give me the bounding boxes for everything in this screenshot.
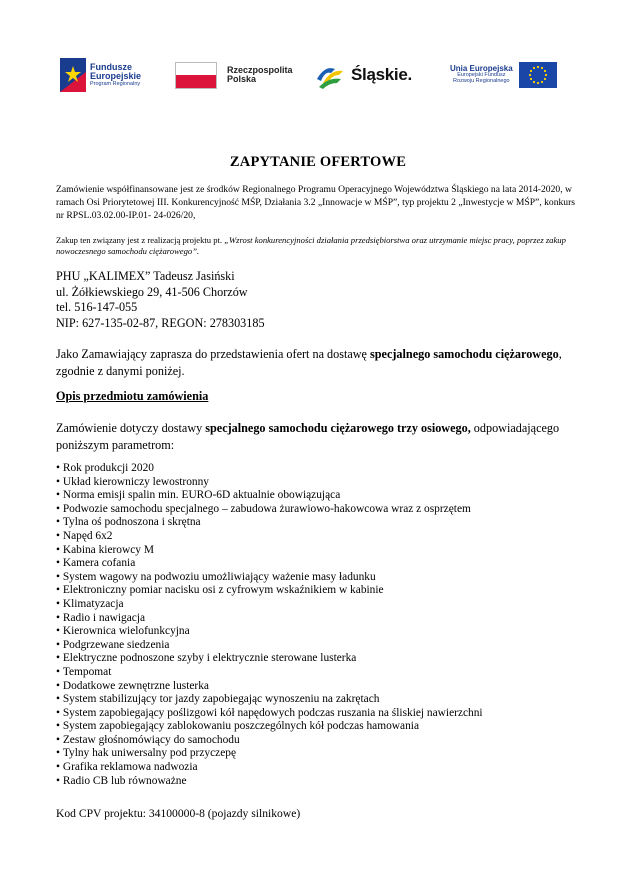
slaskie-name: Śląskie. xyxy=(351,65,412,84)
list-item: • Kierownica wielofunkcyjna xyxy=(56,625,483,639)
project-title: „Wzrost konkurencyjności działania przedsiębiorstwa oraz utrzymanie miejsc pracy, poprzez zakup nowoczesnego samochodu ciężarowego”. xyxy=(56,235,566,256)
list-item: • System zapobiegający poślizgowi kół napędowych podczas ruszania na śliskiej nawierzchni xyxy=(56,707,483,721)
list-item: • Podwozie samochodu specjalnego – zabudowa żurawiowo-hakowcowa wraz z osprzętem xyxy=(56,503,483,517)
slaskie-logo xyxy=(315,52,412,98)
fe-line3: Program Regionalny xyxy=(90,80,141,87)
rzeczpospolita-polska-logo xyxy=(175,52,293,98)
parameters-list xyxy=(56,462,483,788)
list-item: • Klimatyzacja xyxy=(56,598,483,612)
ue-line3: Rozwoju Regionalnego xyxy=(453,78,510,85)
rp-line2: Polska xyxy=(227,74,257,84)
fe-line1: Fundusze xyxy=(90,61,132,72)
company-ids: NIP: 627-135-02-87, REGON: 278303185 xyxy=(56,315,265,330)
order-after: odpowiadającego poniższym parametrom: xyxy=(56,421,560,452)
invitation-bold: specjalnego samochodu ciężarowego xyxy=(370,347,559,361)
list-item: • Norma emisji spalin min. EURO-6D aktualnie obowiązująca xyxy=(56,489,483,503)
list-item: • Zestaw głośnomówiący do samochodu xyxy=(56,734,483,748)
order-before: Zamówienie dotyczy dostawy xyxy=(56,421,206,435)
list-item: • Elektroniczny pomiar nacisku osi z cyfrowym wskaźnikiem w kabinie xyxy=(56,584,483,598)
list-item: • Tempomat xyxy=(56,666,483,680)
ue-line1: Unia Europejska xyxy=(450,64,513,74)
list-item: • Radio i nawigacja xyxy=(56,612,483,626)
page-title: ZAPYTANIE OFERTOWE xyxy=(229,154,407,170)
list-item: • Rok produkcji 2020 xyxy=(56,462,483,476)
company-phone: tel. 516-147-055 xyxy=(56,300,138,315)
rp-line1: Rzeczpospolita xyxy=(227,64,293,75)
project-note xyxy=(56,235,580,257)
list-item: • Napęd 6x2 xyxy=(56,530,483,544)
company-street: ul. Żółkiewskiego 29, 41-506 Chorzów xyxy=(56,284,248,299)
unia-europejska-logo xyxy=(450,52,557,98)
invitation-after: , zgodnie z danymi poniżej. xyxy=(56,347,562,378)
list-item: • Grafika reklamowa nadwozia xyxy=(56,761,483,775)
cofinancing-note: Zamówienie współfinansowane jest ze środków Regionalnego Programu Operacyjnego Województwa Śląskiego na lata 2014-2020, w ramach Osi Priorytetowej III. Konkurencyjność MŚP, Działania 3.2 „Innowacje w MŚP”, typ projektu 2 „Inwestycje w MŚP”, konkurs nr RPSL.03.02.00-IP.01- 24-026/20, xyxy=(56,184,576,221)
invitation-before: Jako Zamawiający zaprasza do przedstawienia ofert na dostawę xyxy=(56,347,371,361)
cpv-code: Kod CPV projektu: 34100000-8 (pojazdy silnikowe) xyxy=(56,807,301,820)
section-heading: Opis przedmiotu zamówienia xyxy=(56,389,209,403)
eu-flag-icon xyxy=(519,62,557,88)
list-item: • Tylna oś podnoszona i skrętna xyxy=(56,516,483,530)
list-item: • Kamera cofania xyxy=(56,557,483,571)
company-address xyxy=(56,269,265,331)
list-item: • Układ kierowniczy lewostronny xyxy=(56,476,483,490)
fe-star-icon xyxy=(60,58,86,92)
list-item: • Podgrzewane siedzenia xyxy=(56,639,483,653)
order-bold: specjalnego samochodu ciężarowego trzy osiowego, xyxy=(205,421,471,435)
list-item: • Kabina kierowcy M xyxy=(56,544,483,558)
polish-flag-icon xyxy=(175,62,217,89)
order-paragraph xyxy=(56,420,576,454)
slaskie-swoosh-icon xyxy=(315,61,345,89)
ue-line2: Europejski Fundusz xyxy=(457,72,506,79)
invitation-paragraph xyxy=(56,346,576,380)
list-item: • Tylny hak uniwersalny pod przyczepę xyxy=(56,747,483,761)
list-item: • System wagowy na podwoziu umożliwiający ważenie masy ładunku xyxy=(56,571,483,585)
logo-bar xyxy=(60,52,575,98)
list-item: • Dodatkowe zewnętrzne lusterka xyxy=(56,680,483,694)
fe-line2: Europejskie xyxy=(90,70,142,81)
list-item: • System stabilizujący tor jazdy zapobiegając wynoszeniu na zakrętach xyxy=(56,693,483,707)
fundusze-europejskie-logo xyxy=(60,52,141,98)
project-prefix: Zakup ten związany jest z realizacją projektu pt. xyxy=(56,235,225,245)
company-name: PHU „KALIMEX” Tadeusz Jasiński xyxy=(56,269,235,283)
list-item: • Radio CB lub równoważne xyxy=(56,775,483,789)
list-item: • System zapobiegający zablokowaniu poszczególnych kół podczas hamowania xyxy=(56,720,483,734)
list-item: • Elektryczne podnoszone szyby i elektrycznie sterowane lusterka xyxy=(56,652,483,666)
